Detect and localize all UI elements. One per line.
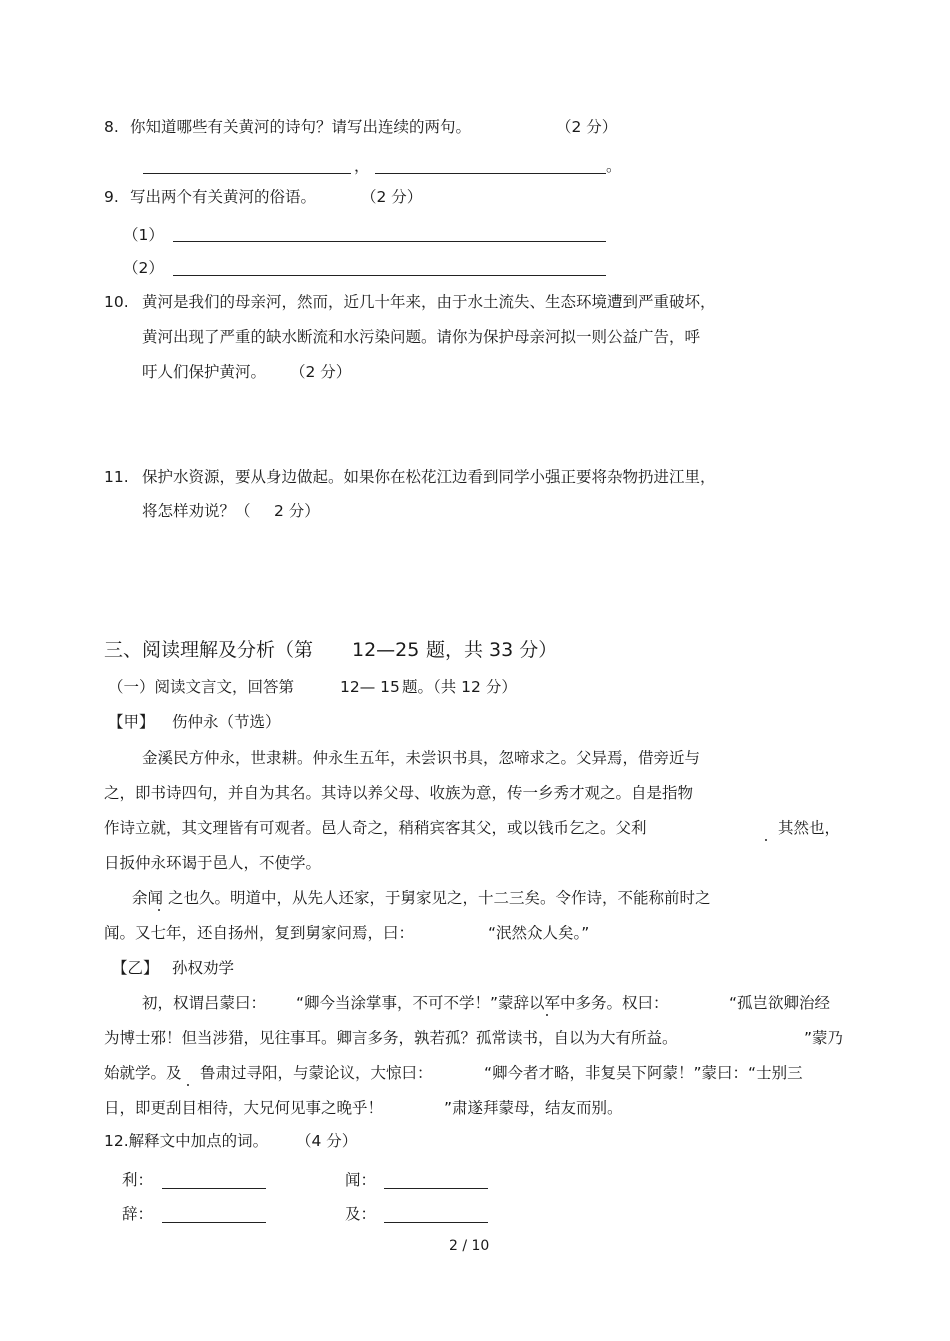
q9-answer-line-2[interactable] — [173, 275, 606, 276]
q11-line-1: 保护水资源，要从身边做起。如果你在松花江边看到同学小强正要将杂物扔进江里， — [142, 468, 716, 486]
q12-answer-li[interactable] — [162, 1188, 266, 1189]
q9-text: 写出两个有关黄河的俗语。 — [130, 188, 317, 206]
yi-line-2-end: ”蒙乃 — [804, 1029, 844, 1047]
q10-line-2: 黄河出现了严重的缺水断流和水污染问题。请你为保护母亲河拟一则公益广告，呼 — [142, 328, 701, 346]
q8-text: 你知道哪些有关黄河的诗句？请写出连续的两句。 — [130, 118, 472, 136]
q12-word-li: 利： — [122, 1171, 154, 1189]
q12-answer-ci[interactable] — [162, 1222, 266, 1223]
jia-p2-line-1-start: 余闻 — [132, 889, 164, 907]
q9-answer-line-1[interactable] — [173, 241, 606, 242]
section-3-rest: 题，共 33 分） — [426, 639, 558, 661]
emphasis-dot-ci — [546, 1014, 548, 1016]
q9-number: 9. — [104, 188, 119, 206]
section-3-range: 12—25 — [352, 639, 420, 661]
q12-answer-ji[interactable] — [384, 1222, 488, 1223]
yi-line-4-b: ”肃遂拜蒙母，结友而别。 — [444, 1099, 623, 1117]
q8-score: （2 分） — [556, 118, 618, 136]
q12-word-wen: 闻： — [345, 1171, 377, 1189]
q11-score: 2 分） — [274, 502, 320, 520]
q10-number: 10. — [104, 293, 129, 311]
jia-p1-line-2: 之，即书诗四句，并自为其名。其诗以养父母、收族为意，传一乡秀才观之。自是指物 — [104, 784, 694, 802]
part-1-heading: （一）阅读文言文，回答第 — [108, 678, 295, 696]
yi-line-4-a: 日，即更刮目相待，大兄何见事之晚乎！ — [104, 1099, 384, 1117]
yi-line-3-a: 始就学。及 — [104, 1064, 182, 1082]
part-1-score: 题。（共 12 分） — [402, 678, 517, 696]
emphasis-dot-ji — [187, 1084, 189, 1086]
q8-number: 8. — [104, 118, 119, 136]
q11-number: 11. — [104, 468, 129, 486]
q12-text: 12.解释文中加点的词。 — [104, 1132, 269, 1150]
q8-answer-line-2[interactable] — [375, 173, 606, 174]
jia-p1-line-3: 作诗立就，其文理皆有可观者。邑人奇之，稍稍宾客其父，或以钱币乞之。父利 — [104, 819, 647, 837]
jia-title: 伤仲永（节选） — [172, 713, 281, 731]
q8-comma: ， — [354, 157, 370, 175]
yi-line-1-a: 初，权谓吕蒙曰： — [142, 994, 267, 1012]
q8-answer-line-1[interactable] — [143, 173, 351, 174]
yi-line-3-b: 鲁肃过寻阳，与蒙论议，大惊曰： — [200, 1064, 433, 1082]
part-1-range: 12— 15 — [340, 678, 400, 696]
jia-p2-quote: “泯然众人矣。” — [488, 924, 590, 942]
jia-tag: 【甲】 — [108, 713, 155, 731]
jia-p1-line-4: 日扳仲永环谒于邑人，不使学。 — [104, 854, 322, 872]
jia-p2-line-1: 之也久。明道中，从先人还家，于舅家见之，十二三矣。令作诗，不能称前时之 — [168, 889, 711, 907]
yi-title: 孙权劝学 — [172, 959, 235, 977]
jia-p1-line-3-end: 其然也， — [778, 819, 841, 837]
q10-line-1: 黄河是我们的母亲河，然而，近几十年来，由于水土流失、生态环境遭到严重破坏， — [142, 293, 716, 311]
q11-line-2: 将怎样劝说？（ — [142, 502, 251, 520]
q10-score: （2 分） — [290, 363, 352, 381]
yi-line-1-b: “卿今当涂掌事，不可不学！”蒙辞以军中多务。权曰： — [296, 994, 669, 1012]
q9-item-2-label: （2） — [123, 259, 164, 277]
q12-answer-wen[interactable] — [384, 1188, 488, 1189]
q9-item-1-label: （1） — [123, 226, 164, 244]
emphasis-dot-li — [765, 839, 767, 841]
yi-line-2: 为博士邪！但当涉猎，见往事耳。卿言多务，孰若孤？孤常读书，自以为大有所益。 — [104, 1029, 678, 1047]
page-number: 2 / 10 — [449, 1238, 490, 1254]
section-3-title: 三、阅读理解及分析（第 — [104, 639, 314, 661]
q10-line-3: 吁人们保护黄河。 — [142, 363, 267, 381]
yi-tag: 【乙】 — [112, 959, 159, 977]
jia-p1-line-1: 金溪民方仲永，世隶耕。仲永生五年，未尝识书具，忽啼求之。父异焉，借旁近与 — [142, 749, 701, 767]
jia-p2-line-2: 闻。又七年，还自扬州，复到舅家问焉，曰： — [104, 924, 415, 942]
q12-word-ji: 及： — [345, 1205, 377, 1223]
q8-period: 。 — [606, 157, 622, 175]
q12-word-ci: 辞： — [122, 1205, 154, 1223]
yi-line-1-c: “孤岂欲卿治经 — [729, 994, 831, 1012]
q12-score: （4 分） — [296, 1132, 358, 1150]
emphasis-dot-wen — [158, 909, 160, 911]
q9-score: （2 分） — [361, 188, 423, 206]
yi-line-3-c: “卿今者才略，非复吴下阿蒙！”蒙曰：“士别三 — [484, 1064, 803, 1082]
